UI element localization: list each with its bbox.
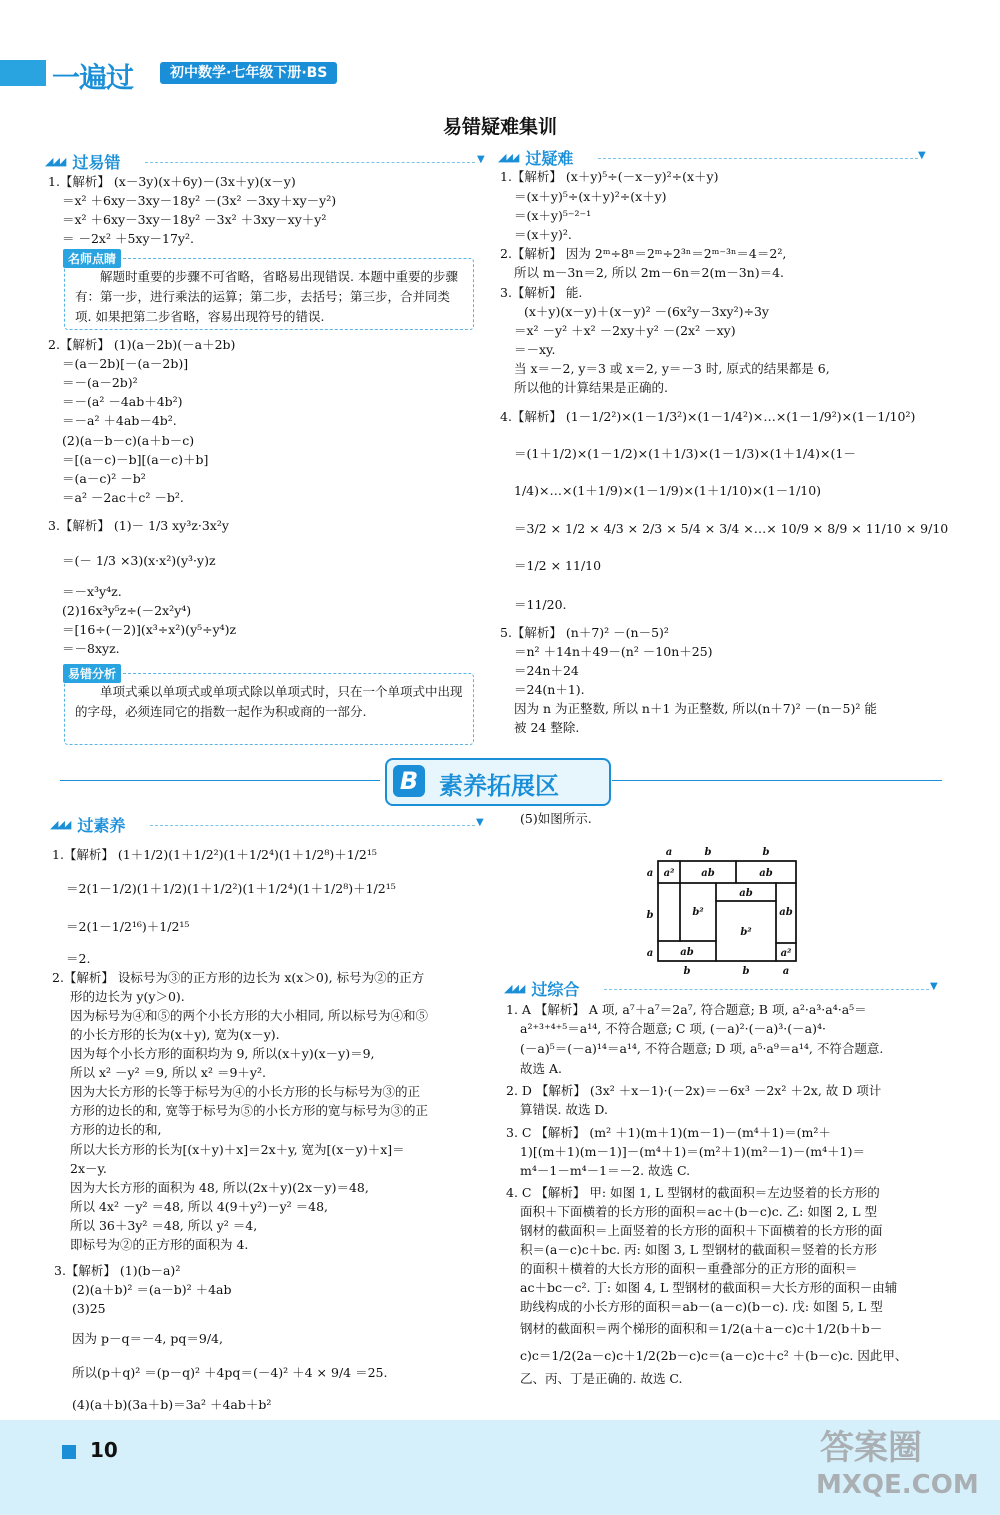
cell-label: ab [680, 947, 694, 958]
page-number-marker [62, 1445, 76, 1459]
answer-line: 的小长方形的长为(x＋y), 宽为(x－y). [70, 1027, 280, 1042]
answer-line: (－a)⁵＝(－a)¹⁴＝a¹⁴, 不符合题意; D 项, a⁵·a⁹＝a¹⁴, 不符合题意. [520, 1041, 884, 1056]
answer-line: 2.【解析】 因为 2ᵐ÷8ⁿ＝2ᵐ÷2³ⁿ＝2ᵐ⁻³ⁿ＝4＝2², [500, 246, 787, 261]
answer-line: 3. C 【解析】 (m² ＋1)(m＋1)(m－1)－(m⁴＋1)＝(m²＋ [506, 1125, 831, 1140]
top-label: b [704, 847, 712, 858]
answer-line: ＝－a² ＋4ab－4b². [62, 413, 177, 428]
answer-line: 所以(p＋q)² ＝(p－q)² ＋4pq＝(－4)² ＋4 × 9/4 ＝25. [72, 1365, 388, 1380]
answer-line: 3.【解析】 能. [500, 285, 583, 300]
answer-line: ＝－(a－2b)² [62, 375, 138, 390]
answer-line: ＝24(n＋1). [514, 682, 585, 697]
answer-line: 所以大长方形的长为[(x＋y)＋x]＝2x＋y, 宽为[(x－y)＋x]＝ [70, 1142, 405, 1157]
note-label: 易错分析 [63, 664, 121, 683]
answer-line: 4. C 【解析】 甲: 如图 1, L 型钢材的截面积＝左边竖着的长方形的 [506, 1185, 880, 1200]
answer-line: (2)(a－b－c)(a＋b－c) [62, 433, 195, 448]
banner-line-left [60, 780, 380, 781]
banner-letter: B [393, 765, 425, 797]
answer-line: 因为标号为④和⑤的两个小长方形的大小相同, 所以标号为④和⑤ [70, 1008, 428, 1023]
answer-line: 1.【解析】 (x＋y)⁵÷(－x－y)²÷(x＋y) [500, 169, 719, 184]
answer-line: 所以 36＋3y² ＝48, 所以 y² ＝4, [70, 1218, 258, 1233]
answer-line: 所以 m－3n＝2, 所以 2m－6n＝2(m－3n)＝4. [514, 265, 785, 280]
note-text: 单项式乘以单项式或单项式除以单项式时，只在一个单项式中出现的字母，必须连同它的指数一起作为积或商的一部分. [75, 684, 463, 719]
watermark-logo: 答案圈 [820, 1428, 922, 1468]
answer-line: 1/4)×…×(1＋1/9)×(1－1/9)×(1＋1/10)×(1－1/10) [514, 483, 822, 498]
cell-label: ab [779, 907, 793, 918]
note-text: 解题时重要的步骤不可省略，省略易出现错误. 本题中重要的步骤有：第一步，进行乘法的运算；第二步，去括号；第三步，合并同类项. 如果把第二步省略，容易出现符号的错误. [75, 269, 458, 324]
answer-line: 4.【解析】 (1－1/2²)×(1－1/3²)×(1－1/4²)×…×(1－1/9²)×(1－1/10²) [500, 409, 916, 424]
answer-line: ＝[16÷(－2)](x³÷x²)(y⁵÷y⁴)z [62, 622, 237, 637]
answer-line: 所以他的计算结果是正确的. [514, 380, 668, 395]
header-band [0, 60, 46, 86]
cell-ab-left [658, 883, 680, 941]
answer-line: 当 x＝－2, y＝3 或 x＝2, y＝－3 时, 原式的结果都是 6, [514, 361, 830, 376]
answer-line: ＝－8xyz. [62, 641, 120, 656]
section-marker-icon: ◢◢◢ [50, 818, 70, 831]
answer-line: 钢材的截面积＝两个梯形的面积和＝1/2(a＋a－c)c＋1/2(b＋b－ [520, 1321, 883, 1336]
cell-label: ab [739, 888, 753, 899]
answer-line: 因为每个小长方形的面积均为 9, 所以(x＋y)(x－y)＝9, [70, 1046, 375, 1061]
answer-line: 即标号为②的正方形的面积为 4. [70, 1237, 249, 1252]
answer-line: ＝24n＋24 [514, 663, 579, 678]
left-label: b [646, 910, 654, 921]
watermark-url: MXQE.COM [816, 1470, 979, 1500]
top-label: b [762, 847, 770, 858]
answer-line: 因为大长方形的长等于标号为④的小长方形的长与标号为③的正 [70, 1084, 421, 1099]
cell-label: b² [692, 907, 704, 918]
answer-line: ＝x² ＋6xy－3xy－18y² －3x² ＋3xy－xy＋y² [62, 212, 327, 227]
answer-line: ＝－(a² －4ab＋4b²) [62, 394, 183, 409]
answer-line: ＝(－ 1/3 ×3)(x·x²)(y³·y)z [62, 553, 216, 568]
note-label: 名师点睛 [63, 249, 121, 268]
answer-line: 1.【解析】 (x－3y)(x＋6y)－(3x＋y)(x－y) [48, 174, 296, 189]
note-box-yicuo [64, 667, 474, 745]
answer-line: (x＋y)(x－y)＋(x－y)² －(6x²y－3xy²)÷3y [524, 304, 769, 319]
left-label: a [646, 948, 654, 959]
bottom-label: a [782, 966, 790, 977]
answer-line: 钢材的截面积＝上面竖着的长方形的面积＋下面横着的长方形的面 [520, 1223, 883, 1238]
answer-line: (4)(a＋b)(3a＋b)＝3a² ＋4ab＋b² [72, 1397, 272, 1412]
answer-line: 因为 p－q＝－4, pq＝9/4, [72, 1331, 223, 1346]
answer-line: ＝n² ＋14n＋49－(n² －10n＋25) [514, 644, 713, 659]
answer-line: ＝－x³y⁴z. [62, 584, 122, 599]
answer-line: ＝x² －y² ＋x² －2xy＋y² －(2x² －xy) [514, 323, 736, 338]
section-guo-yicuo: ◢◢◢ 过易错 ▼ [45, 153, 485, 172]
answer-line: ＝(x＋y)⁵÷(x＋y)²÷(x＋y) [514, 189, 667, 204]
page-title: 易错疑难集训 [442, 116, 557, 138]
section-marker-icon: ◢◢◢ [498, 151, 518, 164]
answer-line: 2.【解析】 (1)(a－2b)(－a＋2b) [48, 337, 236, 352]
answer-line: 形的边长为 y(y＞0). [70, 989, 185, 1004]
answer-line: ＝ －2x² ＋5xy－17y². [62, 231, 194, 246]
top-label: a [665, 847, 673, 858]
section-marker-icon: ◢◢◢ [45, 155, 65, 168]
answer-line: ＝3/2 × 1/2 × 4/3 × 2/3 × 5/4 × 3/4 ×…× 10/9 × 8/9 × 11/10 × 9/10 [514, 521, 949, 536]
cell-label: a² [663, 868, 675, 879]
book-subtitle: 初中数学·七年级下册·BS [160, 62, 337, 84]
answer-line: (2)16x³y⁵z÷(－2x²y⁴) [62, 603, 192, 618]
answer-line: a²⁺³⁺⁴⁺⁵＝a¹⁴, 不符合题意; C 项, (－a)²·(－a)³·(－a)⁴· [520, 1021, 826, 1036]
answer-line: ＝(x＋y)². [514, 227, 572, 242]
cell-label: a² [780, 948, 792, 959]
answer-line: 2x－y. [70, 1161, 107, 1176]
answer-line: ＝1/2 × 11/10 [514, 558, 602, 573]
answer-line: ＝(1＋1/2)×(1－1/2)×(1＋1/3)×(1－1/3)×(1＋1/4)×(1－ [514, 446, 856, 461]
answer-line: ＝[(a－c)－b][(a－c)＋b] [62, 452, 209, 467]
answer-line: 乙、丙、丁是正确的. 故选 C. [520, 1371, 683, 1386]
answer-line: 2. D 【解析】 (3x² ＋x－1)·(－2x)＝－6x³ －2x² ＋2x, 故 D 项计 [506, 1083, 882, 1098]
answer-line: ＝x² ＋6xy－3xy－18y² －(3x² －3xy＋xy－y²) [62, 193, 337, 208]
answer-line: 所以 x² －y² ＝9, 所以 x² ＝9＋y². [70, 1065, 266, 1080]
area-diagram [640, 843, 810, 978]
answer-line: m⁴－1－m⁴－1＝－2. 故选 C. [520, 1163, 691, 1178]
answer-line: 2.【解析】 设标号为③的正方形的边长为 x(x＞0), 标号为②的正方 [52, 970, 425, 985]
answer-line: 1)[(m＋1)(m－1)]－(m⁴＋1)＝(m²＋1)(m²－1)－(m⁴＋1)＝ [520, 1144, 865, 1159]
answer-line: 算错误. 故选 D. [520, 1102, 608, 1117]
answer-line: (3)25 [72, 1301, 106, 1316]
book-logo: 一遍过 [52, 61, 134, 94]
answer-line: 故选 A. [520, 1061, 562, 1076]
section-guo-suyang: ◢◢◢ 过素养 ▼ [50, 816, 484, 835]
answer-line: 助线构成的小长方形的面积＝ab－(a－c)(b－c). 戊: 如图 5, L 型 [520, 1299, 883, 1314]
answer-line: 1. A 【解析】 A 项, a⁷＋a⁷＝2a⁷, 符合题意; B 项, a²·a³·a⁴·a⁵＝ [506, 1002, 867, 1017]
answer-line: 因为 n 为正整数, 所以 n＋1 为正整数, 所以(n＋7)² －(n－5)² 能 [514, 701, 877, 716]
cell-label: ab [701, 868, 715, 879]
section-guo-zonghe: ◢◢◢ 过综合 ▼ [504, 980, 938, 999]
answer-line: ac＋bc－c². 丁: 如图 4, L 型钢材的截面积＝大长方形的面积－由辅 [520, 1280, 898, 1295]
page-number: 10 [90, 1438, 118, 1462]
answer-line: ＝2(1－1/2)(1＋1/2)(1＋1/2²)(1＋1/2⁴)(1＋1/2⁸)＋1/2¹⁵ [66, 881, 396, 896]
answer-line: ＝2. [66, 951, 91, 966]
answer-line: ＝－xy. [514, 342, 556, 357]
section-banner-b [385, 758, 611, 806]
answer-line: 被 24 整除. [514, 720, 580, 735]
left-label: a [646, 868, 654, 879]
answer-line: 3.【解析】 (1)－ 1/3 xy³z·3x²y [48, 518, 229, 533]
bottom-label: b [742, 966, 750, 977]
answer-line: ＝(a－2b)[－(a－2b)] [62, 356, 189, 371]
banner-title: 素养拓展区 [439, 772, 559, 800]
banner-line-right [612, 780, 942, 781]
figure-caption: (5)如图所示. [520, 811, 592, 826]
answer-line: 所以 4x² －y² ＝48, 所以 4(9＋y²)－y² ＝48, [70, 1199, 328, 1214]
answer-line: 因为大长方形的面积为 48, 所以(2x＋y)(2x－y)＝48, [70, 1180, 369, 1195]
answer-line: ＝(x＋y)⁵⁻²⁻¹ [514, 208, 592, 223]
answer-line: 方形的边长的和, [70, 1122, 162, 1137]
answer-line: 方形的边长的和, 宽等于标号为⑤的小长方形的宽与标号为③的正 [70, 1103, 428, 1118]
answer-line: 面积＋下面横着的长方形的面积＝ac＋(b－c)c. 乙: 如图 2, L 型 [520, 1204, 877, 1219]
note-box-mingshi [64, 252, 474, 330]
answer-line: 3.【解析】 (1)(b－a)² [54, 1263, 181, 1278]
cell-label: ab [759, 868, 773, 879]
cell-label: b² [740, 927, 752, 938]
answer-line: (2)(a＋b)² ＝(a－b)² ＋4ab [72, 1282, 232, 1297]
answer-line: ＝a² －2ac＋c² －b². [62, 490, 184, 505]
section-guo-yinan: ◢◢◢ 过疑难 ▼ [498, 149, 926, 168]
answer-line: 的面积＋横着的大长方形的面积－重叠部分的正方形的面积＝ [520, 1261, 858, 1276]
answer-line: ＝(a－c)² －b² [62, 471, 146, 486]
answer-line: 1.【解析】 (1＋1/2)(1＋1/2²)(1＋1/2⁴)(1＋1/2⁸)＋1/2¹⁵ [52, 847, 377, 862]
answer-line: ＝2(1－1/2¹⁶)＋1/2¹⁵ [66, 919, 190, 934]
answer-line: ＝11/20. [514, 597, 567, 612]
answer-line: 5.【解析】 (n＋7)² －(n－5)² [500, 625, 669, 640]
answer-line: c)c＝1/2(2a－c)c＋1/2(2b－c)c＝(a－c)c＋c² ＋(b－c)c. 因此甲、 [520, 1348, 908, 1363]
section-marker-icon: ◢◢◢ [504, 982, 524, 995]
bottom-label: b [683, 966, 691, 977]
answer-line: 积＝(a－c)c＋bc. 丙: 如图 3, L 型钢材的截面积＝竖着的长方形 [520, 1242, 877, 1257]
